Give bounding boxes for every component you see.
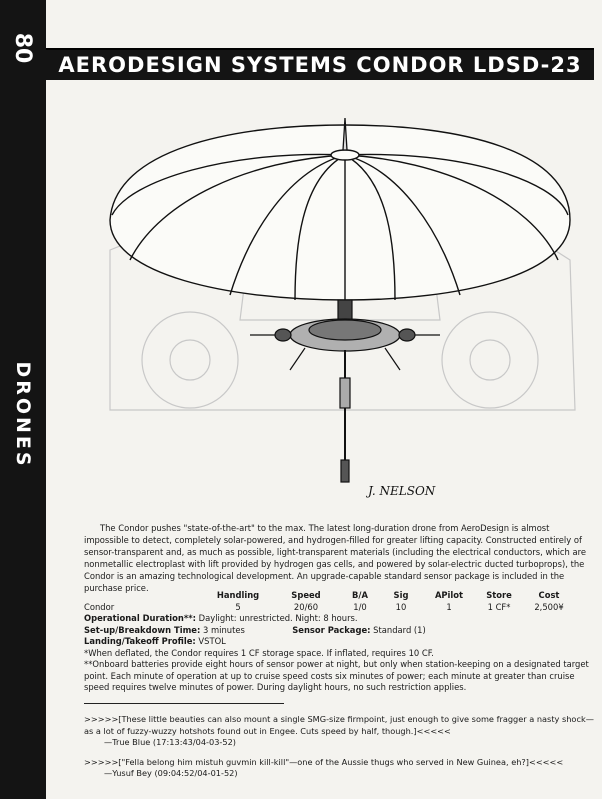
setup-sensor-line: Set-up/Breakdown Time: 3 minutes Sensor Package: Standard (1): [84, 624, 426, 635]
shadowtalk-signature: —Yusuf Bey (09:04:52/04-01-52): [104, 768, 238, 778]
vehicle-name: Condor: [84, 601, 115, 612]
header-ba: B/A: [352, 590, 368, 600]
divider: [84, 703, 284, 704]
header-apilot: APilot: [434, 590, 464, 600]
gondola: [250, 300, 440, 482]
balloon-envelope: [110, 125, 570, 300]
header-handling: Handling: [216, 590, 260, 600]
header-cost: Cost: [538, 590, 560, 600]
shadowtalk-signature: —True Blue (17:13:43/04-03-52): [104, 737, 236, 747]
landing-profile: Landing/Takeoff Profile: VSTOL: [84, 636, 226, 646]
page-title: AERODESIGN SYSTEMS CONDOR LDSD-23: [58, 53, 582, 77]
header-speed: Speed: [291, 590, 321, 600]
stats-header-row: [84, 590, 596, 602]
operational-duration: Operational Duration**: Daylight: unrestricted. Night: 8 hours.: [84, 613, 358, 623]
body-text-block: [84, 522, 596, 594]
section-tab: DRONES: [12, 361, 34, 469]
shadowtalk-post: >>>>>["Fella belong him mistuh guvmin kill-kill"—one of the Aussie thugs who served in New Guinea, eh?]<<<<<: [84, 756, 564, 767]
value-store: 1 CF*: [487, 601, 511, 612]
shadowtalk-block: [84, 714, 596, 780]
artist-signature: J. NELSON: [368, 484, 436, 498]
value-handling: 5: [235, 601, 241, 612]
sidebar: [0, 0, 46, 799]
value-ba: 1/0: [353, 601, 367, 612]
value-apilot: 1: [446, 601, 452, 612]
value-speed: 20/60: [293, 601, 319, 612]
note-batteries: **Onboard batteries provide eight hours of sensor power at night, but only when station-keeping on a designated target point. Each minute of operation at up to cruise speed costs six minutes of power; each minute at greater than cruise speed requires twelve minutes of power. During daylight hours, no such restriction applies.: [84, 659, 589, 692]
value-cost: 2,500¥: [534, 601, 564, 612]
title-bar: [46, 48, 594, 80]
antenna-mast: [343, 118, 347, 150]
stats-data-row: [84, 602, 596, 614]
stats-block: [84, 590, 596, 694]
shadowtalk-post: >>>>>[These little beauties can also mount a single SMG-size firmpoint, just enough to give some fragger a nasty shock—as a lot of fuzzy-wuzzy hotshots found out in Engee. Cuts speed by half, though.]<<<<<: [84, 714, 594, 736]
body-paragraph: The Condor pushes "state-of-the-art" to the max. The latest long-duration drone from AeroDesign is almost impossible to detect, completely solar-powered, and hydrogen-filled for greater lifting capacity. Constructed entirely of sensor-transparent and, as much as possible, light-transparent materials (including the electrical conductors, which are nonmetallic electroplast with lift provided by hydrogen gas cells, and powered by solar-electric ducted turboprops), the Condor is an amazing technological development. An upgrade-capable standard sensor package is included in the purchase price.: [84, 523, 587, 593]
value-sig: 10: [395, 601, 407, 612]
condor-drone-illustration: [100, 110, 580, 510]
header-store: Store: [486, 590, 512, 600]
page-number: 80: [10, 32, 36, 64]
note-storage: *When deflated, the Condor requires 1 CF storage space. If inflated, requires 10 CF.: [84, 647, 434, 658]
header-sig: Sig: [393, 590, 409, 600]
